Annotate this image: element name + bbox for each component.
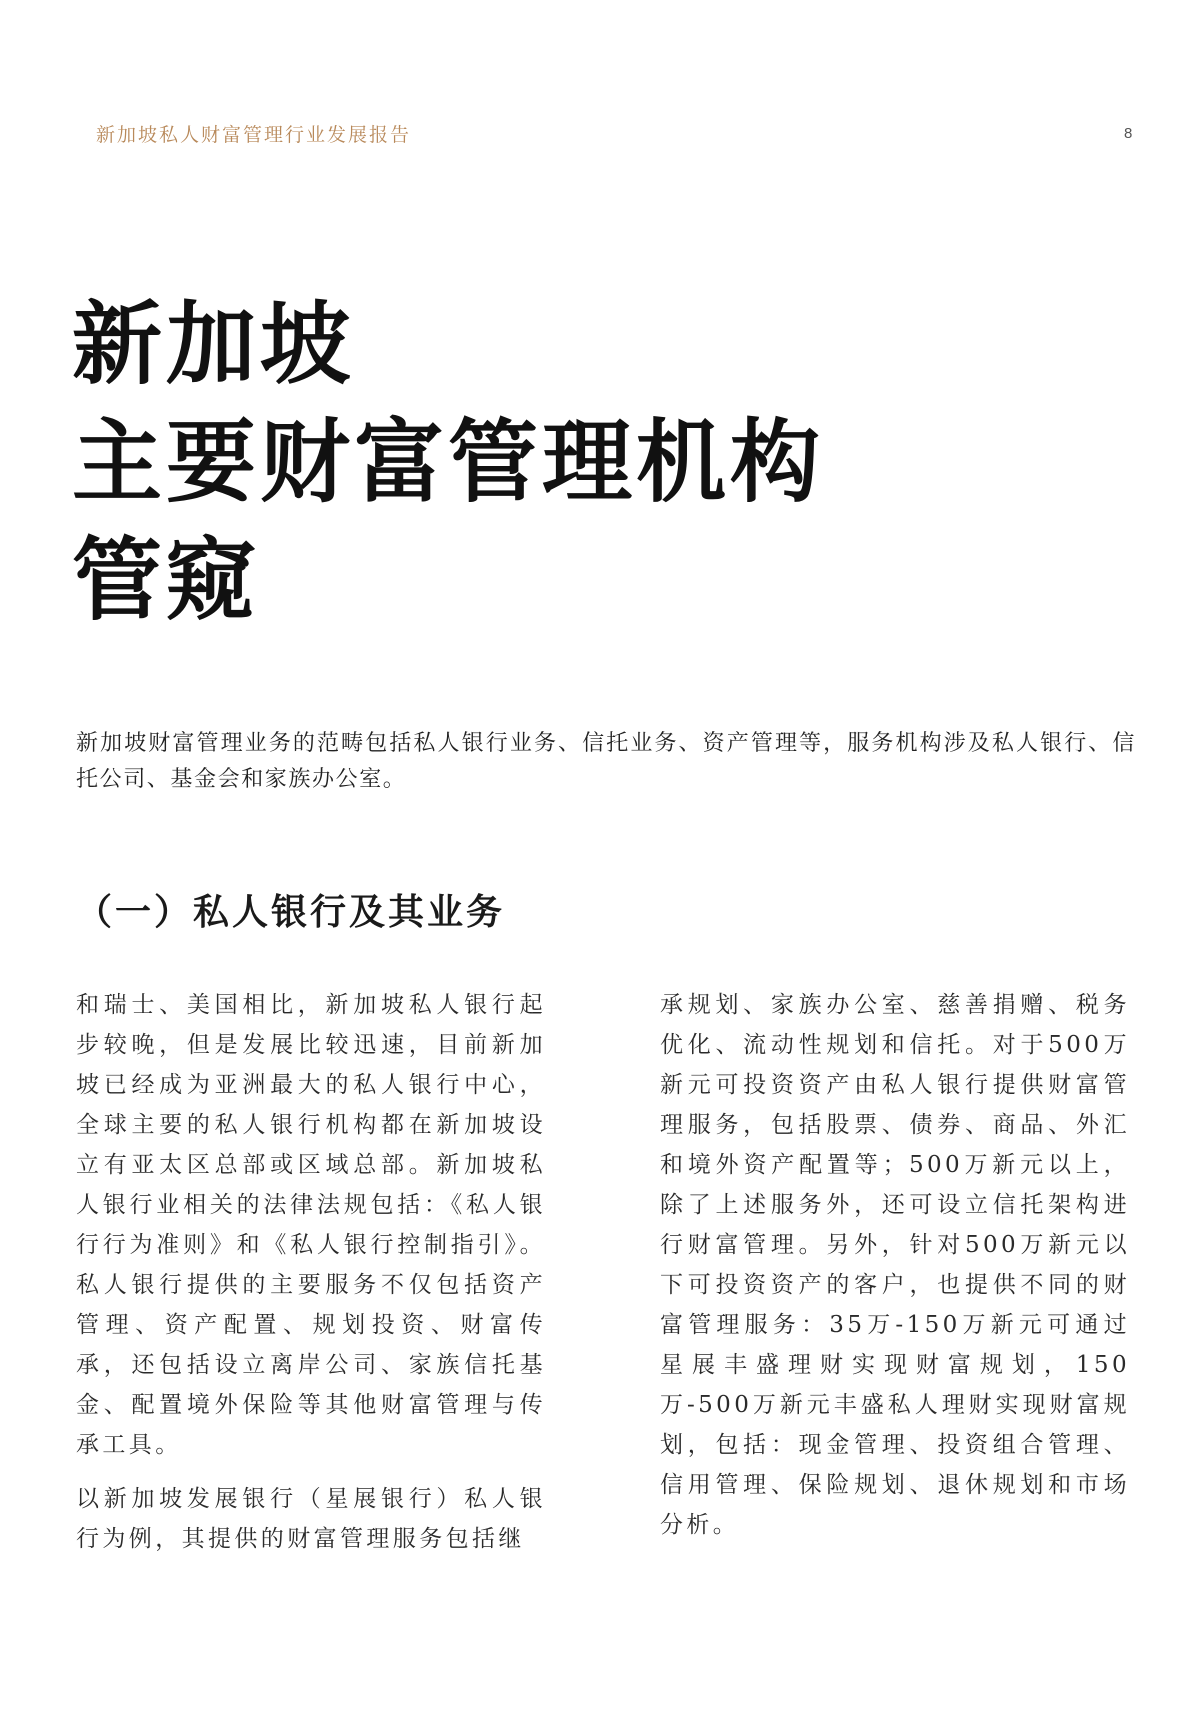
body-paragraph: 和瑞士、美国相比，新加坡私人银行起步较晚，但是发展比较迅速，目前新加坡已经成为亚洲最大的私人银行中心，全球主要的私人银行机构都在新加坡设立有亚太区总部或区域总部。新加坡私人银行业相关的法律法规包括：《私人银行行为准则》和《私人银行控制指引》。私人银行提供的主要服务不仅包括资产管理、资产配置、规划投资、财富传承，还包括设立离岸公司、家族信托基金、配置境外保险等其他财富管理与传承工具。 xyxy=(76,992,546,1458)
page-title xyxy=(72,285,824,639)
page-title-line-1: 新加坡 xyxy=(72,291,354,397)
running-header-title: 新加坡私人财富管理行业发展报告 xyxy=(96,124,412,146)
intro-paragraph: 新加坡财富管理业务的范畴包括私人银行业务、信托业务、资产管理等，服务机构涉及私人银行、信托公司、基金会和家族办公室。 xyxy=(76,731,1136,792)
page-title-line-3: 管窥 xyxy=(72,527,260,633)
body-column-left xyxy=(76,985,546,1573)
body-column-right xyxy=(660,985,1130,1559)
page-number: 8 xyxy=(1124,125,1133,142)
body-paragraph: 以新加坡发展银行（星展银行）私人银行为例，其提供的财富管理服务包括继 xyxy=(76,1486,546,1552)
body-paragraph: 承规划、家族办公室、慈善捐赠、税务优化、流动性规划和信托。对于500万新元可投资资产由私人银行提供财富管理服务，包括股票、债券、商品、外汇和境外资产配置等；500万新元以上，除了上述服务外，还可设立信托架构进行财富管理。另外，针对500万新元以下可投资资产的客户，也提供不同的财富管理服务：35万-150万新元可通过星展丰盛理财实现财富规划，150万-500万新元丰盛私人理财实现财富规划，包括：现金管理、投资组合管理、信用管理、保险规划、退休规划和市场分析。 xyxy=(660,992,1130,1538)
section-heading: （一）私人银行及其业务 xyxy=(76,891,506,933)
page-title-line-2: 主要财富管理机构 xyxy=(72,409,824,515)
